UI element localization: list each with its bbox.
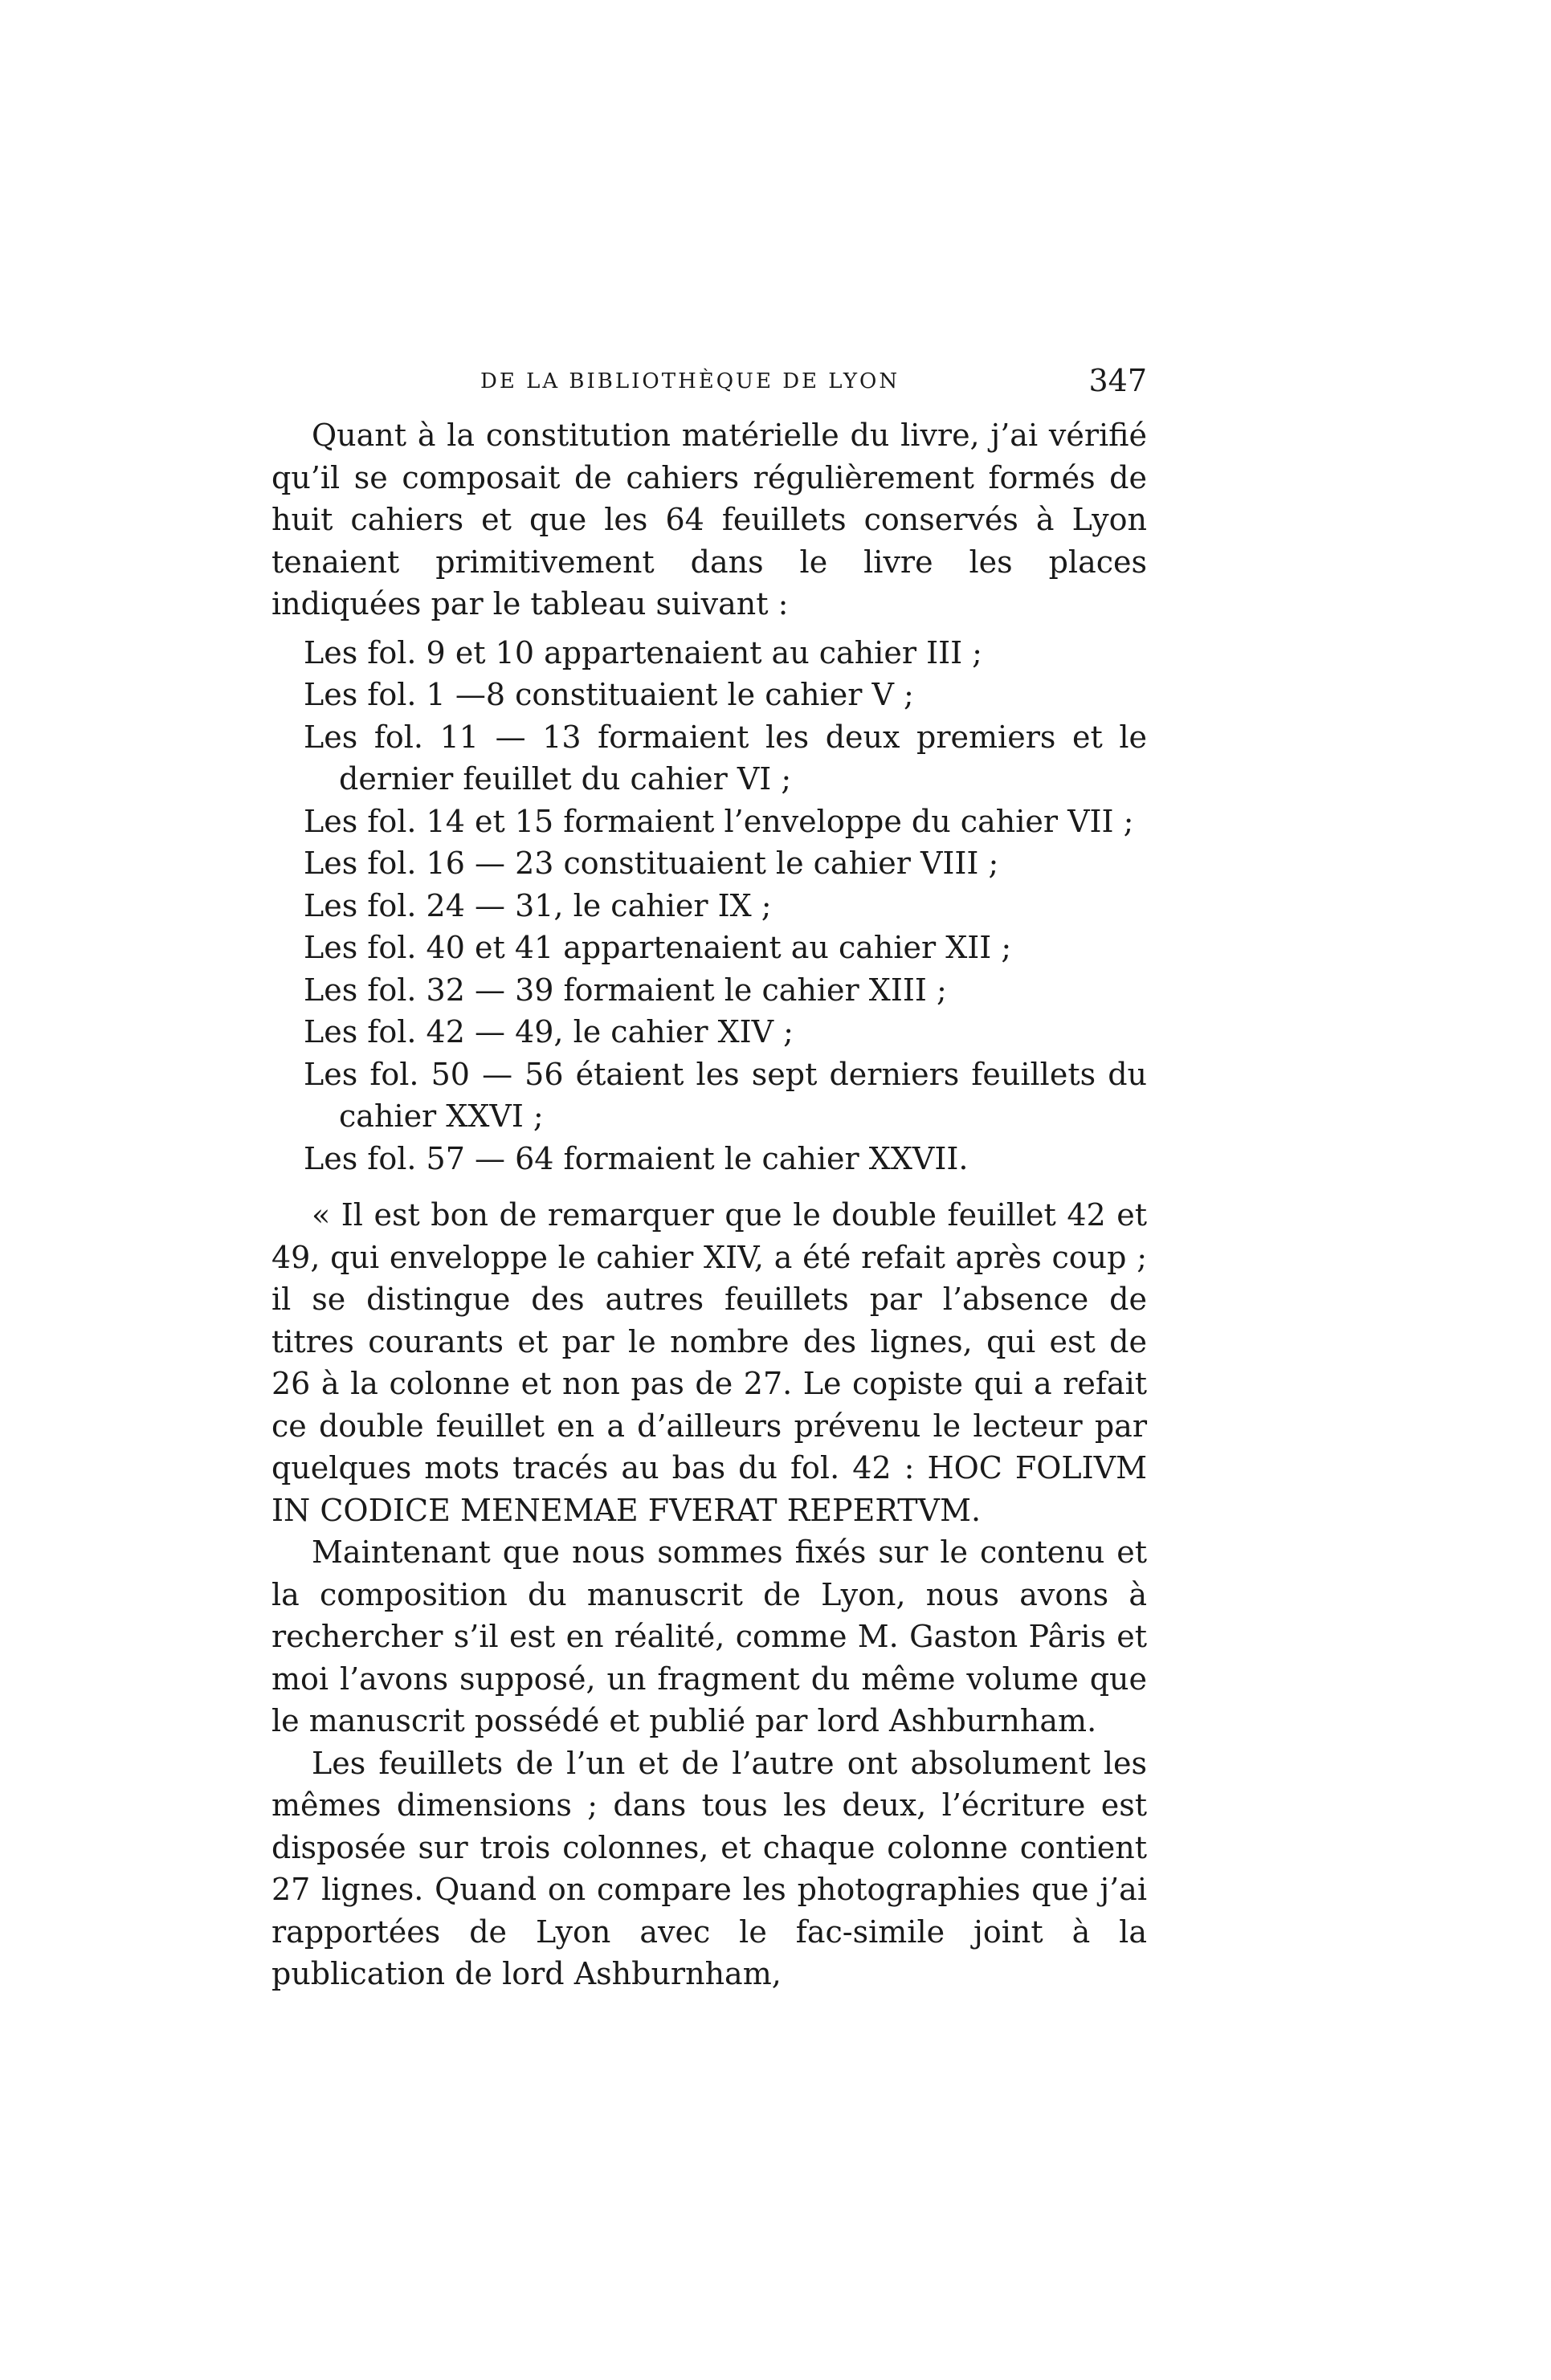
paragraph-maintenant: Maintenant que nous sommes fixés sur le contenu et la composition du manuscrit de Lyon, nous avons à rechercher s’il est en réalité, comme M. Gaston Pâris et moi l’avons supposé, un fragment du même volume que le manuscrit possédé et publié par lord Ashburnham.: [271, 1534, 1147, 1738]
table-entry: Les fol. 9 et 10 appartenaient au cahier III ;: [304, 634, 982, 670]
table-entry: Les fol. 16 — 23 constituaient le cahier VIII ;: [304, 846, 999, 881]
body-text: [271, 410, 1147, 1995]
folio-table: [271, 632, 1147, 1180]
table-entry: Les fol. 11 — 13 formaient les deux premiers et le dernier feuillet du cahier VI ;: [304, 719, 1147, 797]
table-entry: Les fol. 42 — 49, le cahier XIV ;: [304, 1014, 794, 1049]
paragraph-quote: « Il est bon de remarquer que le double feuillet 42 et 49, qui enveloppe le cahier XIV, a été refait après coup ; il se distingue des autres feuillets par l’absence de titres courants et par le nombre des lignes, qui est de 26 à la colonne et non pas de 27. Le copiste qui a refait ce double feuillet en a d’ailleurs prévenu le lecteur par quelques mots tracés au bas du fol. 42 : HOC FOLIVM IN CODICE MENEMAE FVERAT REPERTVM.: [271, 1197, 1147, 1528]
running-title: DE LA BIBLIOTHÈQUE DE LYON: [480, 369, 900, 393]
table-entry: Les fol. 14 et 15 formaient l’enveloppe du cahier VII ;: [304, 803, 1134, 839]
paragraph-feuillets: Les feuillets de l’un et de l’autre ont absolument les mêmes dimensions ; dans tous les deux, l’écriture est disposée sur trois colonnes, et chaque colonne contient 27 lignes. Quand on compare les photographies que j’ai rapportées de Lyon avec le fac-simile joint à la publication de lord Ashburnham,: [271, 1745, 1147, 1991]
paragraph-intro: Quant à la constitution matérielle du livre, j’ai vérifié qu’il se composait de cahiers régulièrement formés de huit cahiers et que les 64 feuillets conservés à Lyon tenaient primitivement dans le livre les places indiquées par le tableau suivant :: [271, 418, 1147, 621]
page-number: 347: [1088, 363, 1147, 398]
table-entry: Les fol. 57 — 64 formaient le cahier XXVII.: [304, 1140, 969, 1176]
table-entry: Les fol. 24 — 31, le cahier IX ;: [304, 887, 772, 923]
table-entry: Les fol. 32 — 39 formaient le cahier XIII ;: [304, 972, 947, 1008]
page-header: [271, 363, 1147, 403]
table-entry: Les fol. 1 —8 constituaient le cahier V ;: [304, 677, 914, 712]
table-entry: Les fol. 40 et 41 appartenaient au cahier XII ;: [304, 930, 1012, 965]
table-entry: Les fol. 50 — 56 étaient les sept derniers feuillets du cahier XXVI ;: [304, 1056, 1147, 1134]
